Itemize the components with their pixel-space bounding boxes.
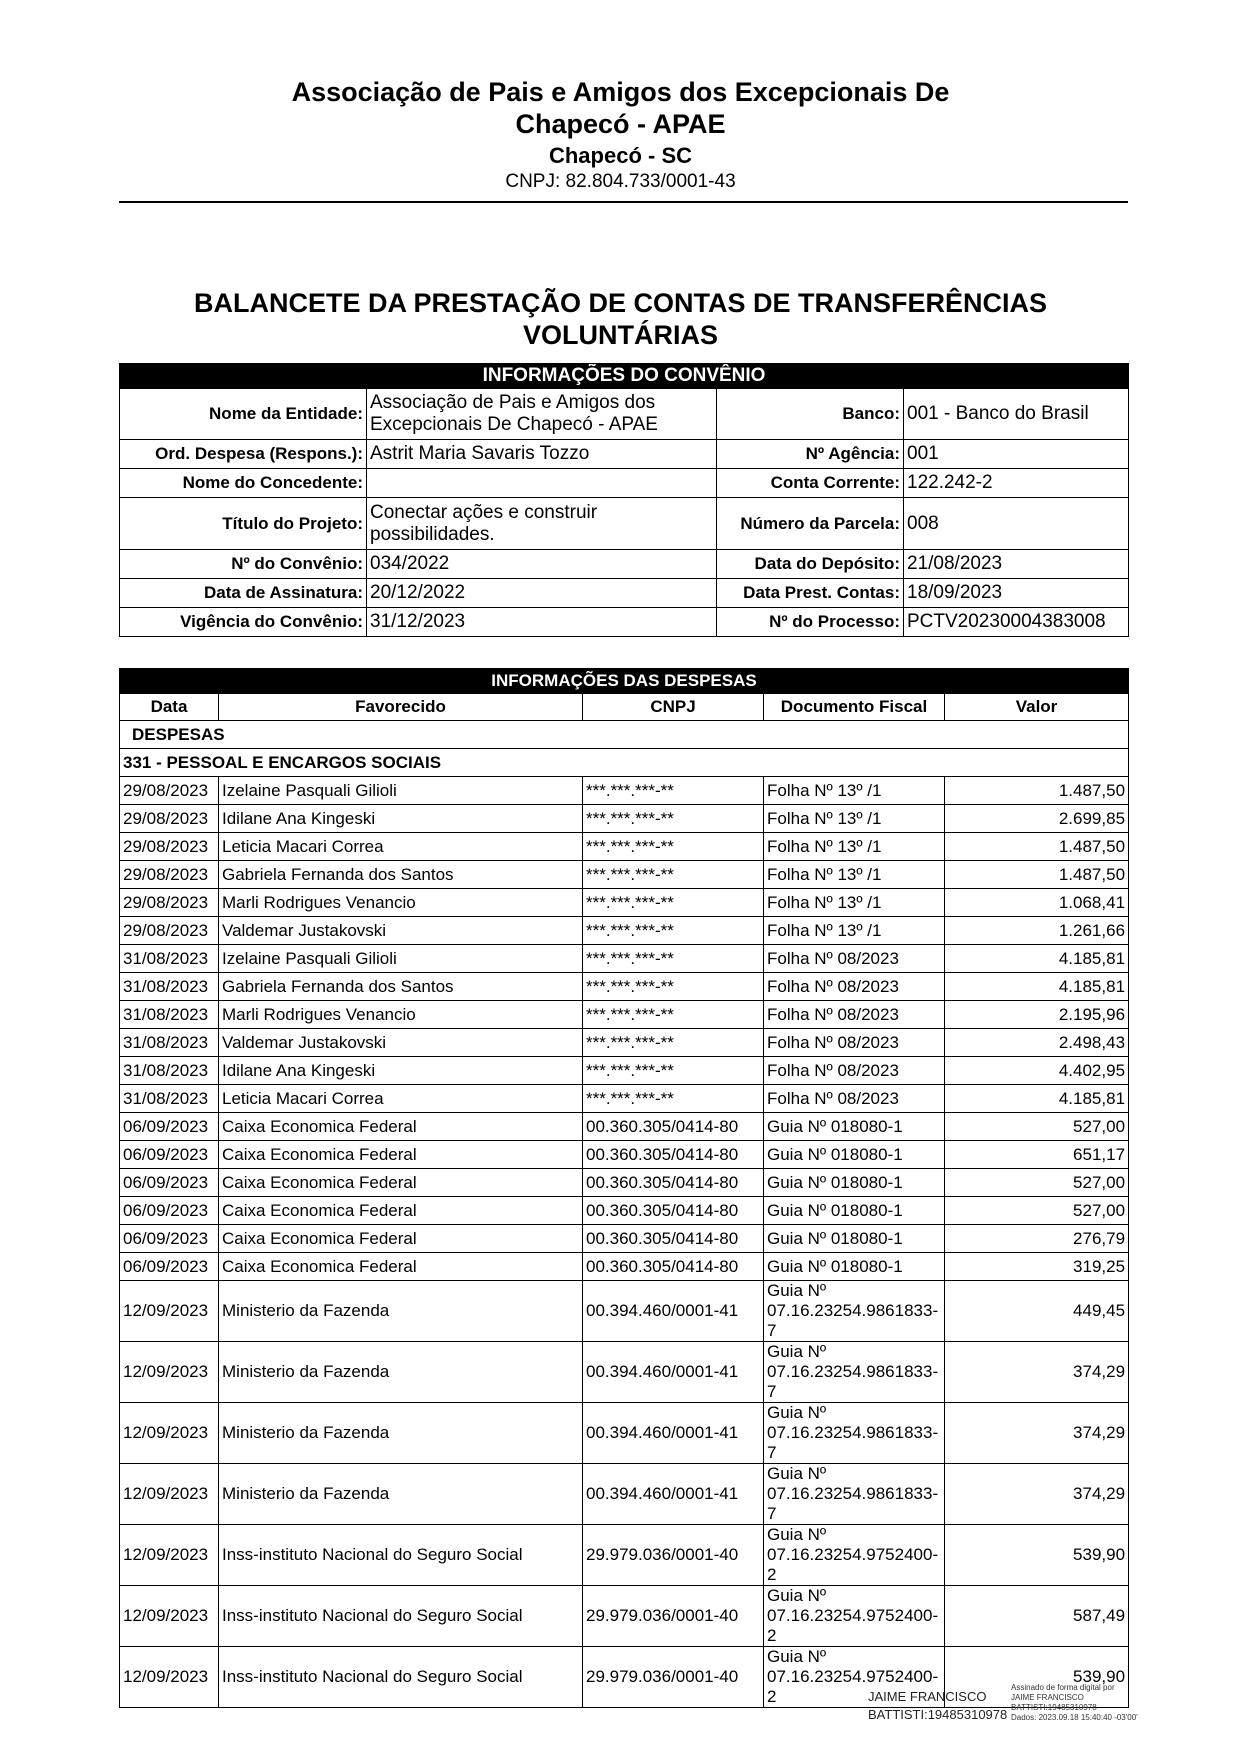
table-row: [120, 1169, 1129, 1197]
row-documento-line2: 07.16.23254.9861833-7: [767, 1301, 939, 1340]
table-row: [120, 1057, 1129, 1085]
table-row: [120, 1342, 1129, 1403]
org-name-line2: Chapecó - APAE: [515, 109, 726, 139]
row-documento: Folha Nº 13º /1: [764, 777, 945, 805]
signature-name-line1: JAIME FRANCISCO: [868, 1689, 987, 1704]
signature-note-line4: Dados: 2023.09.18 15:40:40 -03'00': [1011, 1713, 1138, 1722]
row-documento-line1: Guia Nº: [767, 1464, 827, 1483]
row-documento: Folha Nº 08/2023: [764, 973, 945, 1001]
row-cnpj: 29.979.036/0001-40: [583, 1586, 764, 1647]
table-row: [120, 861, 1129, 889]
row-cnpj: 00.360.305/0414-80: [583, 1197, 764, 1225]
row-documento: Guia Nº 018080-1: [764, 1197, 945, 1225]
table-row: [120, 1085, 1129, 1113]
table-row: [120, 917, 1129, 945]
row-documento: [764, 1281, 945, 1342]
row-cnpj: 00.394.460/0001-41: [583, 1403, 764, 1464]
processo-label: Nº do Processo:: [717, 608, 904, 637]
row-cnpj: ***.***.***-**: [583, 1001, 764, 1029]
conta-corrente-label: Conta Corrente:: [717, 469, 904, 498]
row-cnpj: ***.***.***-**: [583, 1029, 764, 1057]
row-cnpj: ***.***.***-**: [583, 917, 764, 945]
row-cnpj: ***.***.***-**: [583, 889, 764, 917]
row-data: 29/08/2023: [120, 777, 219, 805]
row-favorecido: Caixa Economica Federal: [219, 1197, 583, 1225]
agencia-label: Nº Agência:: [717, 440, 904, 469]
row-favorecido: Idilane Ana Kingeski: [219, 1057, 583, 1085]
table-row: [120, 1141, 1129, 1169]
row-favorecido: Izelaine Pasquali Gilioli: [219, 945, 583, 973]
row-documento: Folha Nº 13º /1: [764, 805, 945, 833]
row-data: 12/09/2023: [120, 1525, 219, 1586]
row-favorecido: Valdemar Justakovski: [219, 917, 583, 945]
row-data: 12/09/2023: [120, 1586, 219, 1647]
table-row: [120, 1197, 1129, 1225]
document-header: [0, 76, 1241, 194]
row-data: 06/09/2023: [120, 1113, 219, 1141]
row-data: 31/08/2023: [120, 1085, 219, 1113]
prest-contas-value: 18/09/2023: [904, 579, 1129, 608]
row-cnpj: 29.979.036/0001-40: [583, 1525, 764, 1586]
row-data: 06/09/2023: [120, 1141, 219, 1169]
row-cnpj: 00.394.460/0001-41: [583, 1281, 764, 1342]
row-cnpj: ***.***.***-**: [583, 1057, 764, 1085]
row-favorecido: Caixa Economica Federal: [219, 1169, 583, 1197]
row-cnpj: 29.979.036/0001-40: [583, 1647, 764, 1708]
row-cnpj: 00.360.305/0414-80: [583, 1169, 764, 1197]
prest-contas-label: Data Prest. Contas:: [717, 579, 904, 608]
row-valor: 587,49: [945, 1586, 1129, 1647]
table-row: [120, 973, 1129, 1001]
row-documento: Folha Nº 08/2023: [764, 1057, 945, 1085]
row-data: 06/09/2023: [120, 1197, 219, 1225]
row-documento: Guia Nº 018080-1: [764, 1253, 945, 1281]
row-data: 29/08/2023: [120, 833, 219, 861]
row-documento: Folha Nº 13º /1: [764, 861, 945, 889]
signature-note-line2: JAIME FRANCISCO: [1011, 1693, 1084, 1702]
row-documento-line2: 07.16.23254.9752400-2: [767, 1606, 939, 1645]
header-divider: [119, 201, 1128, 203]
row-valor: 1.487,50: [945, 861, 1129, 889]
row-valor: 527,00: [945, 1169, 1129, 1197]
row-favorecido: Izelaine Pasquali Gilioli: [219, 777, 583, 805]
num-convenio-value: 034/2022: [367, 550, 717, 579]
row-cnpj: ***.***.***-**: [583, 833, 764, 861]
row-data: 29/08/2023: [120, 861, 219, 889]
table-row: [120, 945, 1129, 973]
org-city: Chapecó - SC: [548, 143, 693, 168]
vigencia-label: Vigência do Convênio:: [120, 608, 367, 637]
row-documento-line1: Guia Nº: [767, 1281, 827, 1300]
row-valor: 1.487,50: [945, 777, 1129, 805]
title-line1: BALANCETE DA PRESTAÇÃO DE CONTAS DE TRANSFERÊNCIAS: [193, 288, 1048, 318]
row-valor: 374,29: [945, 1342, 1129, 1403]
row-documento: [764, 1403, 945, 1464]
row-favorecido: Gabriela Fernanda dos Santos: [219, 973, 583, 1001]
row-valor: 2.498,43: [945, 1029, 1129, 1057]
ord-despesa-value: Astrit Maria Savaris Tozzo: [367, 440, 717, 469]
row-documento: Folha Nº 08/2023: [764, 1001, 945, 1029]
row-cnpj: ***.***.***-**: [583, 777, 764, 805]
concedente-value: [367, 469, 717, 498]
row-valor: 539,90: [945, 1647, 1129, 1708]
entidade-label: Nome da Entidade:: [120, 389, 367, 440]
row-valor: 449,45: [945, 1281, 1129, 1342]
row-documento-line2: 07.16.23254.9861833-7: [767, 1484, 939, 1523]
row-documento: Folha Nº 13º /1: [764, 833, 945, 861]
row-documento: Guia Nº 018080-1: [764, 1141, 945, 1169]
table-row: [120, 1525, 1129, 1586]
row-favorecido: Ministerio da Fazenda: [219, 1403, 583, 1464]
row-favorecido: Inss-instituto Nacional do Seguro Social: [219, 1647, 583, 1708]
row-documento-line2: 07.16.23254.9752400-2: [767, 1545, 939, 1584]
row-favorecido: Caixa Economica Federal: [219, 1141, 583, 1169]
row-documento-line2: 07.16.23254.9861833-7: [767, 1423, 939, 1462]
row-cnpj: ***.***.***-**: [583, 1085, 764, 1113]
row-cnpj: ***.***.***-**: [583, 861, 764, 889]
parcela-value: 008: [904, 498, 1129, 550]
row-valor: 4.185,81: [945, 945, 1129, 973]
table-row: [120, 889, 1129, 917]
row-data: 31/08/2023: [120, 1029, 219, 1057]
signature-name-line2: BATTISTI:19485310978: [868, 1707, 1008, 1722]
row-favorecido: Gabriela Fernanda dos Santos: [219, 861, 583, 889]
row-data: 31/08/2023: [120, 1057, 219, 1085]
category-label: 331 - PESSOAL E ENCARGOS SOCIAIS: [120, 749, 1129, 777]
row-data: 31/08/2023: [120, 1001, 219, 1029]
row-documento: Folha Nº 08/2023: [764, 945, 945, 973]
row-favorecido: Marli Rodrigues Venancio: [219, 889, 583, 917]
row-documento-line1: Guia Nº: [767, 1525, 827, 1544]
row-favorecido: Marli Rodrigues Venancio: [219, 1001, 583, 1029]
row-valor: 651,17: [945, 1141, 1129, 1169]
row-valor: 4.185,81: [945, 973, 1129, 1001]
row-valor: 539,90: [945, 1525, 1129, 1586]
row-valor: 2.195,96: [945, 1001, 1129, 1029]
convenio-section-title: INFORMAÇÕES DO CONVÊNIO: [120, 364, 1129, 389]
document-title: [0, 287, 1241, 351]
row-valor: 319,25: [945, 1253, 1129, 1281]
row-valor: 527,00: [945, 1113, 1129, 1141]
row-cnpj: 00.360.305/0414-80: [583, 1113, 764, 1141]
row-valor: 1.487,50: [945, 833, 1129, 861]
row-data: 29/08/2023: [120, 805, 219, 833]
row-documento: Guia Nº 018080-1: [764, 1225, 945, 1253]
projeto-value: Conectar ações e construir possibilidades.: [367, 498, 717, 550]
row-documento: Guia Nº 018080-1: [764, 1169, 945, 1197]
row-documento: Folha Nº 08/2023: [764, 1029, 945, 1057]
table-row: [120, 1464, 1129, 1525]
row-documento: [764, 1586, 945, 1647]
deposito-label: Data do Depósito:: [717, 550, 904, 579]
table-row: [120, 833, 1129, 861]
row-documento: [764, 1342, 945, 1403]
row-data: 06/09/2023: [120, 1225, 219, 1253]
row-data: 29/08/2023: [120, 917, 219, 945]
row-valor: 4.402,95: [945, 1057, 1129, 1085]
ord-despesa-label: Ord. Despesa (Respons.):: [120, 440, 367, 469]
conta-corrente-value: 122.242-2: [904, 469, 1129, 498]
row-favorecido: Caixa Economica Federal: [219, 1113, 583, 1141]
row-data: 12/09/2023: [120, 1403, 219, 1464]
col-header-cnpj: CNPJ: [583, 694, 764, 721]
despesas-section-title: INFORMAÇÕES DAS DESPESAS: [120, 669, 1129, 694]
row-data: 29/08/2023: [120, 889, 219, 917]
num-convenio-label: Nº do Convênio:: [120, 550, 367, 579]
table-row: [120, 1281, 1129, 1342]
row-favorecido: Ministerio da Fazenda: [219, 1464, 583, 1525]
signature-note-line3: BATTISTI:19485310978: [1011, 1703, 1097, 1712]
processo-value: PCTV20230004383008: [904, 608, 1129, 637]
row-documento: [764, 1525, 945, 1586]
col-header-valor: Valor: [945, 694, 1129, 721]
banco-label: Banco:: [717, 389, 904, 440]
table-row: [120, 1586, 1129, 1647]
row-data: 31/08/2023: [120, 945, 219, 973]
row-favorecido: Inss-instituto Nacional do Seguro Social: [219, 1586, 583, 1647]
table-row: [120, 1225, 1129, 1253]
table-row: [120, 1001, 1129, 1029]
row-favorecido: Caixa Economica Federal: [219, 1253, 583, 1281]
row-data: 06/09/2023: [120, 1253, 219, 1281]
col-header-documento: Documento Fiscal: [764, 694, 945, 721]
row-cnpj: 00.394.460/0001-41: [583, 1464, 764, 1525]
row-valor: 527,00: [945, 1197, 1129, 1225]
table-row: [120, 1113, 1129, 1141]
table-row: [120, 1403, 1129, 1464]
row-data: 12/09/2023: [120, 1647, 219, 1708]
signature-name: [868, 1688, 1007, 1724]
row-valor: 2.699,85: [945, 805, 1129, 833]
row-valor: 276,79: [945, 1225, 1129, 1253]
row-documento: [764, 1464, 945, 1525]
row-documento: Guia Nº 018080-1: [764, 1113, 945, 1141]
row-cnpj: 00.360.305/0414-80: [583, 1141, 764, 1169]
row-documento: Folha Nº 08/2023: [764, 1085, 945, 1113]
banco-value: 001 - Banco do Brasil: [904, 389, 1129, 440]
row-favorecido: Inss-instituto Nacional do Seguro Social: [219, 1525, 583, 1586]
row-cnpj: ***.***.***-**: [583, 805, 764, 833]
row-documento-line1: Guia Nº: [767, 1403, 827, 1422]
row-cnpj: 00.394.460/0001-41: [583, 1342, 764, 1403]
row-favorecido: Ministerio da Fazenda: [219, 1342, 583, 1403]
assinatura-value: 20/12/2022: [367, 579, 717, 608]
row-favorecido: Valdemar Justakovski: [219, 1029, 583, 1057]
org-cnpj: CNPJ: 82.804.733/0001-43: [505, 171, 736, 192]
row-data: 12/09/2023: [120, 1281, 219, 1342]
concedente-label: Nome do Concedente:: [120, 469, 367, 498]
row-cnpj: 00.360.305/0414-80: [583, 1253, 764, 1281]
row-valor: 1.261,66: [945, 917, 1129, 945]
agencia-value: 001: [904, 440, 1129, 469]
table-row: [120, 1253, 1129, 1281]
assinatura-label: Data de Assinatura:: [120, 579, 367, 608]
signature-note: [1011, 1683, 1151, 1723]
despesas-table: [119, 668, 1129, 1708]
row-valor: 374,29: [945, 1464, 1129, 1525]
row-data: 12/09/2023: [120, 1464, 219, 1525]
row-documento-line2: 07.16.23254.9752400-2: [767, 1667, 939, 1706]
deposito-value: 21/08/2023: [904, 550, 1129, 579]
row-documento-line1: Guia Nº: [767, 1586, 827, 1605]
row-documento: Folha Nº 13º /1: [764, 917, 945, 945]
row-documento-line1: Guia Nº: [767, 1342, 827, 1361]
group-label-despesas: DESPESAS: [120, 721, 1129, 749]
row-cnpj: ***.***.***-**: [583, 945, 764, 973]
table-row: [120, 777, 1129, 805]
row-cnpj: ***.***.***-**: [583, 973, 764, 1001]
projeto-label: Título do Projeto:: [120, 498, 367, 550]
row-data: 06/09/2023: [120, 1169, 219, 1197]
row-documento-line1: Guia Nº: [767, 1647, 827, 1666]
row-data: 12/09/2023: [120, 1342, 219, 1403]
signature-note-line1: Assinado de forma digital por: [1011, 1683, 1115, 1692]
title-line2: VOLUNTÁRIAS: [523, 320, 718, 350]
row-valor: 1.068,41: [945, 889, 1129, 917]
table-row: [120, 805, 1129, 833]
row-favorecido: Leticia Macari Correa: [219, 833, 583, 861]
row-valor: 374,29: [945, 1403, 1129, 1464]
row-valor: 4.185,81: [945, 1085, 1129, 1113]
row-favorecido: Caixa Economica Federal: [219, 1225, 583, 1253]
row-documento-line2: 07.16.23254.9861833-7: [767, 1362, 939, 1401]
row-documento: Folha Nº 13º /1: [764, 889, 945, 917]
vigencia-value: 31/12/2023: [367, 608, 717, 637]
parcela-label: Número da Parcela:: [717, 498, 904, 550]
convenio-info-table: [119, 363, 1129, 637]
col-header-data: Data: [120, 694, 219, 721]
entidade-value: Associação de Pais e Amigos dos Excepcionais De Chapecó - APAE: [367, 389, 717, 440]
row-favorecido: Leticia Macari Correa: [219, 1085, 583, 1113]
table-row: [120, 1029, 1129, 1057]
row-favorecido: Ministerio da Fazenda: [219, 1281, 583, 1342]
org-name-line1: Associação de Pais e Amigos dos Excepcionais De: [291, 77, 950, 107]
row-cnpj: 00.360.305/0414-80: [583, 1225, 764, 1253]
row-data: 31/08/2023: [120, 973, 219, 1001]
row-favorecido: Idilane Ana Kingeski: [219, 805, 583, 833]
col-header-favorecido: Favorecido: [219, 694, 583, 721]
